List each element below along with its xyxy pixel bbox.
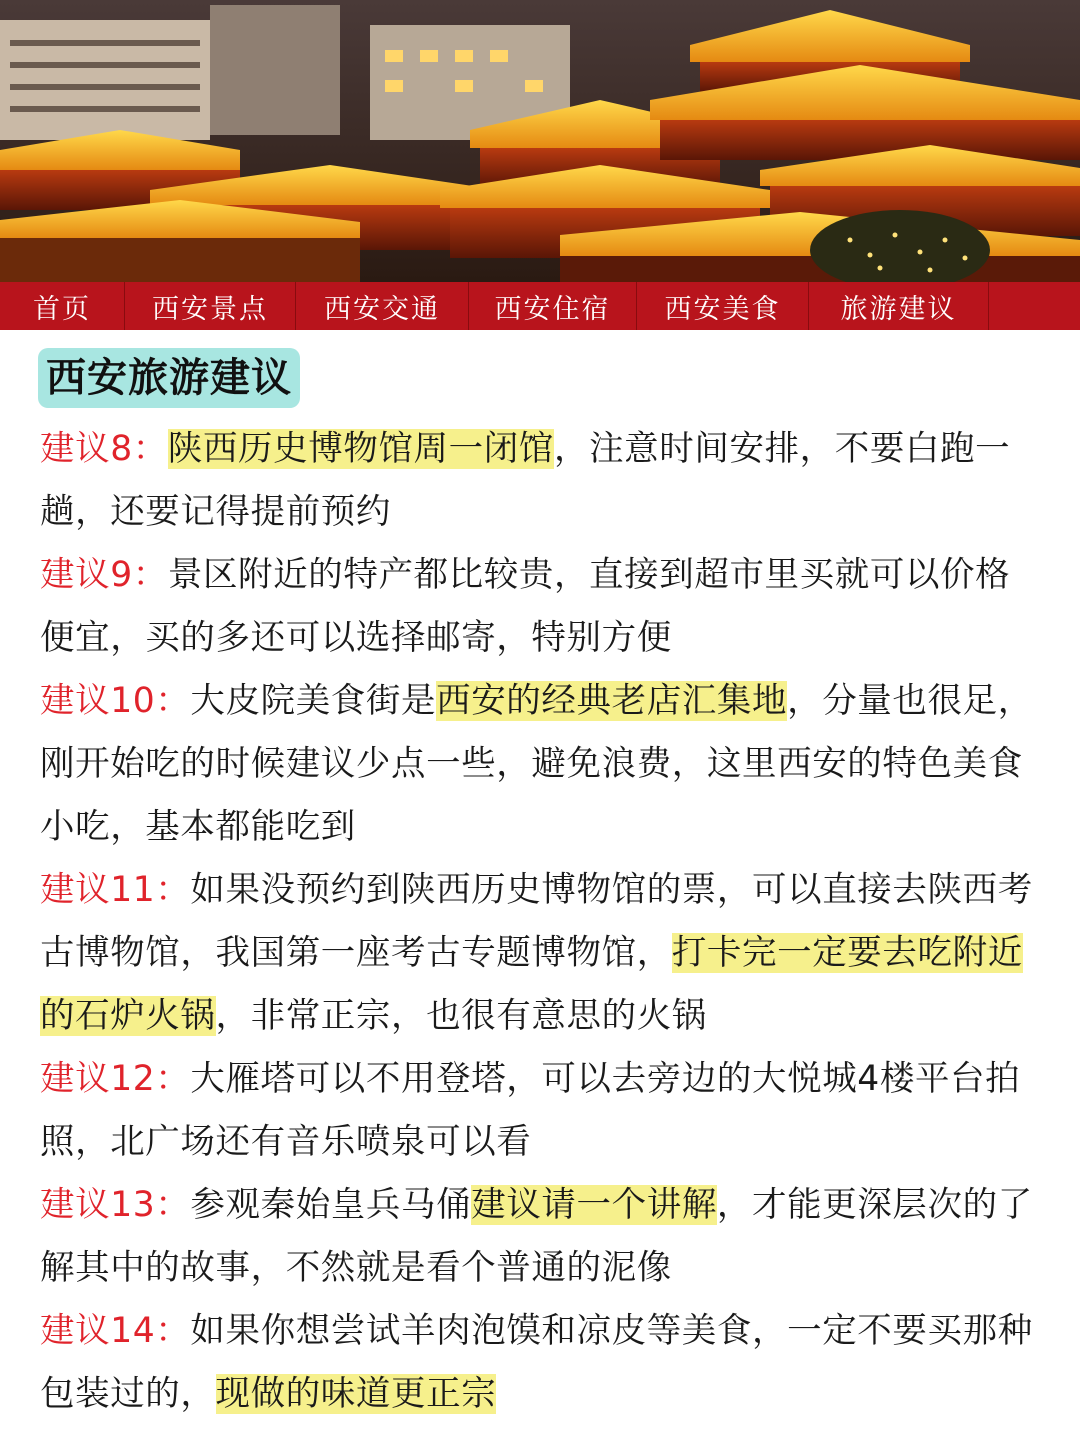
tip-text: ，才能更深层次的了解其中的故事，不然就是看个普通的泥像 xyxy=(40,1185,1033,1288)
tip-text: ，非常正宗，也很有意思的火锅 xyxy=(215,996,707,1036)
nav-xian-lodging[interactable]: 西安住宿 xyxy=(469,282,637,330)
page-title: 西安旅游建议 xyxy=(38,348,300,408)
tip-label: 建议10： xyxy=(40,681,191,721)
nav-xian-food[interactable]: 西安美食 xyxy=(637,282,809,330)
highlighted-text: 打卡完一定要去吃附近的石炉火锅 xyxy=(40,933,1023,1036)
highlighted-text: 陕西历史博物馆周一闭馆 xyxy=(167,429,554,469)
tip-label: 建议8： xyxy=(40,429,168,469)
tip-14 xyxy=(40,1300,1040,1426)
tip-text: 如果你想尝试羊肉泡馍和凉皮等美食，一定不要买那种包装过的， xyxy=(40,1311,1033,1414)
tip-11 xyxy=(40,859,1040,1048)
nav-home[interactable]: 首页 xyxy=(0,282,125,330)
palace-night-illustration xyxy=(0,0,1080,282)
tip-text: 如果没预约到陕西历史博物馆的票，可以直接去陕西考古博物馆，我国第一座考古专题博物馆， xyxy=(40,870,1033,973)
tip-text: 大雁塔可以不用登塔，可以去旁边的大悦城4楼平台拍照，北广场还有音乐喷泉可以看 xyxy=(40,1059,1021,1162)
tip-label: 建议9： xyxy=(40,555,168,595)
tip-text: 参观秦始皇兵马俑 xyxy=(190,1185,472,1225)
highlighted-text: 建议请一个讲解 xyxy=(471,1185,717,1225)
tip-label: 建议13： xyxy=(40,1185,191,1225)
highlighted-text: 西安的经典老店汇集地 xyxy=(436,681,788,721)
tip-text: 景区附近的特产都比较贵，直接到超市里买就可以价格便宜，买的多还可以选择邮寄，特别方便 xyxy=(40,555,1011,658)
tip-12 xyxy=(40,1048,1040,1174)
tip-text: ，注意时间安排，不要白跑一趟，还要记得提前预约 xyxy=(40,429,1011,532)
nav-travel-tips[interactable]: 旅游建议 xyxy=(809,282,989,330)
hero-photo xyxy=(0,0,1080,282)
nav-xian-transport[interactable]: 西安交通 xyxy=(296,282,469,330)
article-body xyxy=(0,330,1080,1440)
tip-13 xyxy=(40,1174,1040,1300)
tip-label: 建议11： xyxy=(40,870,191,910)
top-nav xyxy=(0,282,1080,330)
tip-8 xyxy=(40,418,1040,544)
tip-text: 大皮院美食街是 xyxy=(190,681,437,721)
tip-10 xyxy=(40,670,1040,859)
tip-text: ，分量也很足，刚开始吃的时候建议少点一些，避免浪费，这里西安的特色美食小吃，基本都能吃到 xyxy=(40,681,1033,847)
tip-label: 建议12： xyxy=(40,1059,191,1099)
nav-xian-attractions[interactable]: 西安景点 xyxy=(125,282,296,330)
highlighted-text: 现做的味道更正宗 xyxy=(215,1374,497,1414)
tip-label: 建议14： xyxy=(40,1311,191,1351)
tip-9 xyxy=(40,544,1040,670)
